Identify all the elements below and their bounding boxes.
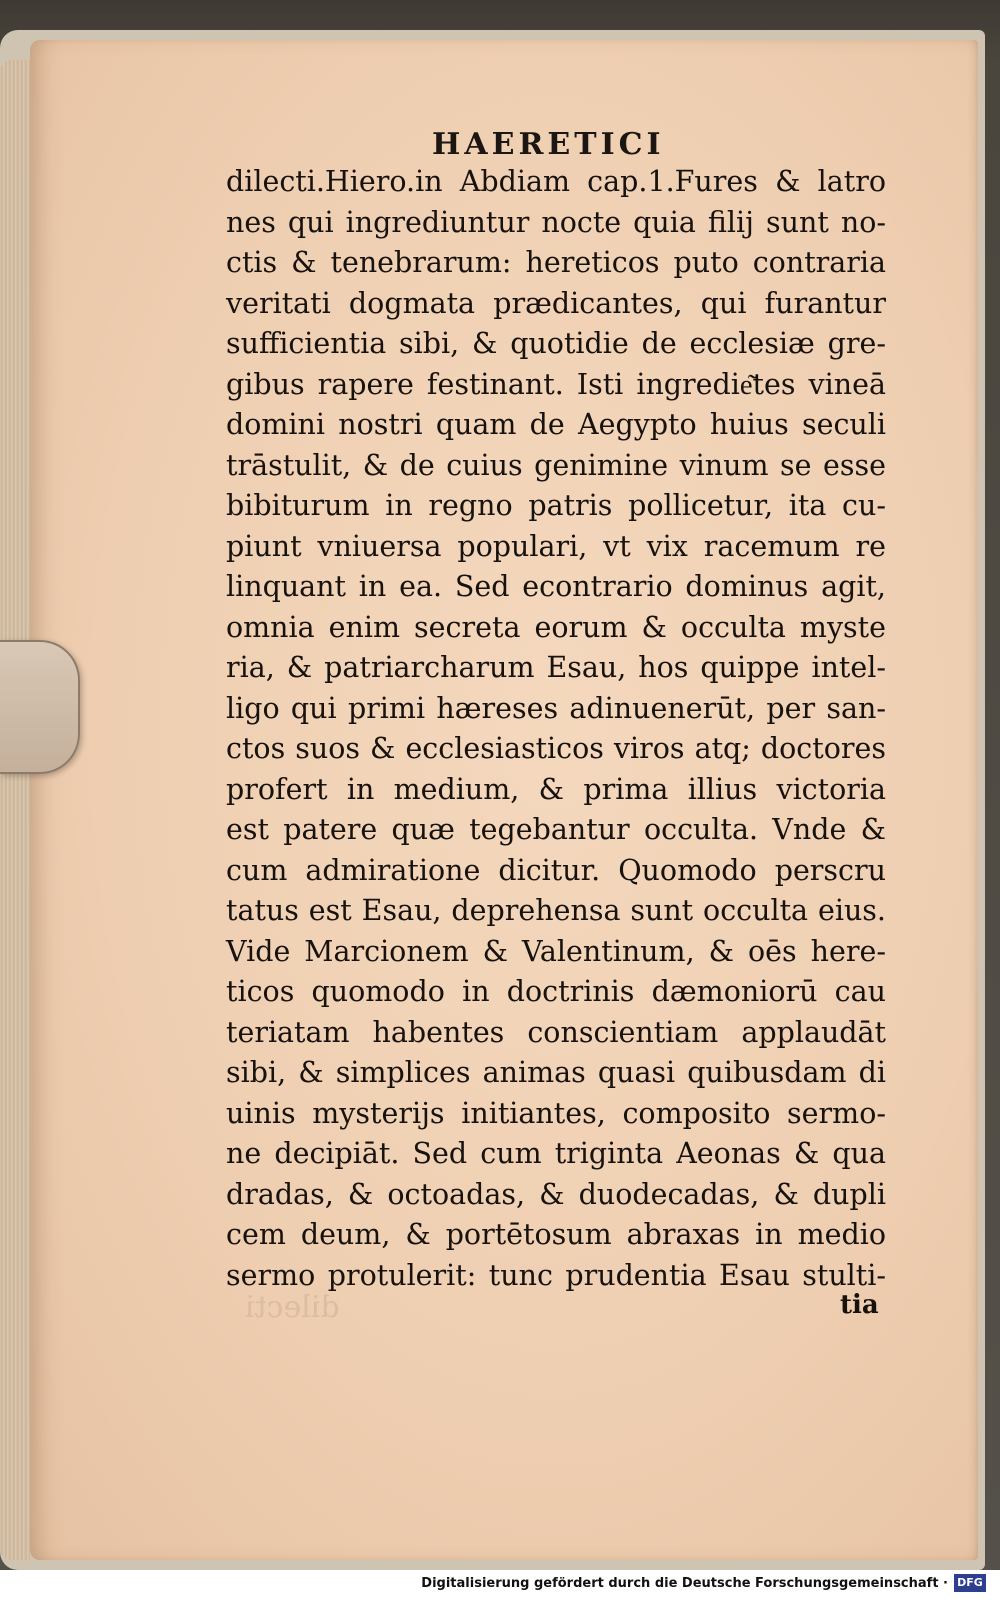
text-line: nes qui ingrediuntur nocte quia filij sunt no- — [226, 205, 886, 239]
running-head: HAERETICI — [432, 127, 665, 162]
text-line: sibi, & simplices animas quasi quibusdam di — [226, 1056, 886, 1089]
text-line: omnia enim secreta eorum & occulta myste — [226, 610, 886, 644]
text-line: ne decipiāt. Sed cum triginta Aeonas & qua — [226, 1137, 886, 1170]
text-line: teriatam habentes conscientiam applaudāt — [226, 1015, 886, 1049]
text-line: Vide Marcionem & Valentinum, & oēs here- — [226, 934, 886, 968]
book-clasp — [0, 640, 80, 774]
catchword: tia — [840, 1290, 879, 1320]
text-line: uinis mysterijs initiantes, composito sermo- — [226, 1096, 886, 1130]
text-line: est patere quæ tegebantur occulta. Vnde & — [226, 813, 886, 846]
text-line: ctos suos & ecclesiasticos viros atq; doctores — [226, 732, 886, 765]
text-line: bibiturum in regno patris pollicetur, ita cu- — [226, 489, 886, 522]
text-line: tatus est Esau, deprehensa sunt occulta eius. — [226, 894, 886, 927]
text-line: gibus rapere festinant. Isti ingredie͂tes vineā — [226, 367, 886, 401]
funding-credit: Digitalisierung gefördert durch die Deutsche Forschungsgemeinschaft · — [421, 1576, 948, 1591]
text-line: cum admiratione dicitur. Quomodo perscru — [226, 853, 886, 887]
text-line: sermo protulerit: tunc prudentia Esau stulti- — [226, 1258, 886, 1292]
text-line: ligo qui primi hæreses adinuenerūt, per san- — [226, 691, 886, 725]
text-line: ria, & patriarcharum Esau, hos quippe intel- — [226, 651, 886, 684]
text-line: dradas, & octoadas, & duodecadas, & dupli — [226, 1177, 886, 1211]
text-line: dilecti.Hiero.in Abdiam cap.1.Fures & latro — [226, 165, 886, 198]
body-text — [226, 162, 886, 1296]
text-line: trāstulit, & de cuius genimine vinum se esse — [226, 448, 886, 482]
text-line: ticos quomodo in doctrinis dæmoniorū cau — [226, 975, 886, 1008]
text-line: cem deum, & portētosum abraxas in medio — [226, 1218, 886, 1251]
bleed-through-text: dilecti — [245, 1290, 340, 1325]
text-line: ctis & tenebrarum: hereticos puto contraria — [226, 246, 886, 279]
text-line: domini nostri quam de Aegypto huius seculi — [226, 408, 886, 441]
dfg-logo: DFG — [954, 1574, 986, 1592]
page-edges — [0, 60, 30, 1560]
text-line: piunt vniuersa populari, vt vix racemum re — [226, 529, 886, 563]
text-line: profert in medium, & prima illius victoria — [226, 772, 886, 806]
text-line: veritati dogmata prædicantes, qui furantur — [226, 286, 886, 320]
text-line: sufficientia sibi, & quotidie de ecclesiæ gre- — [226, 327, 886, 360]
text-line: linquant in ea. Sed econtrario dominus agit, — [226, 570, 886, 603]
